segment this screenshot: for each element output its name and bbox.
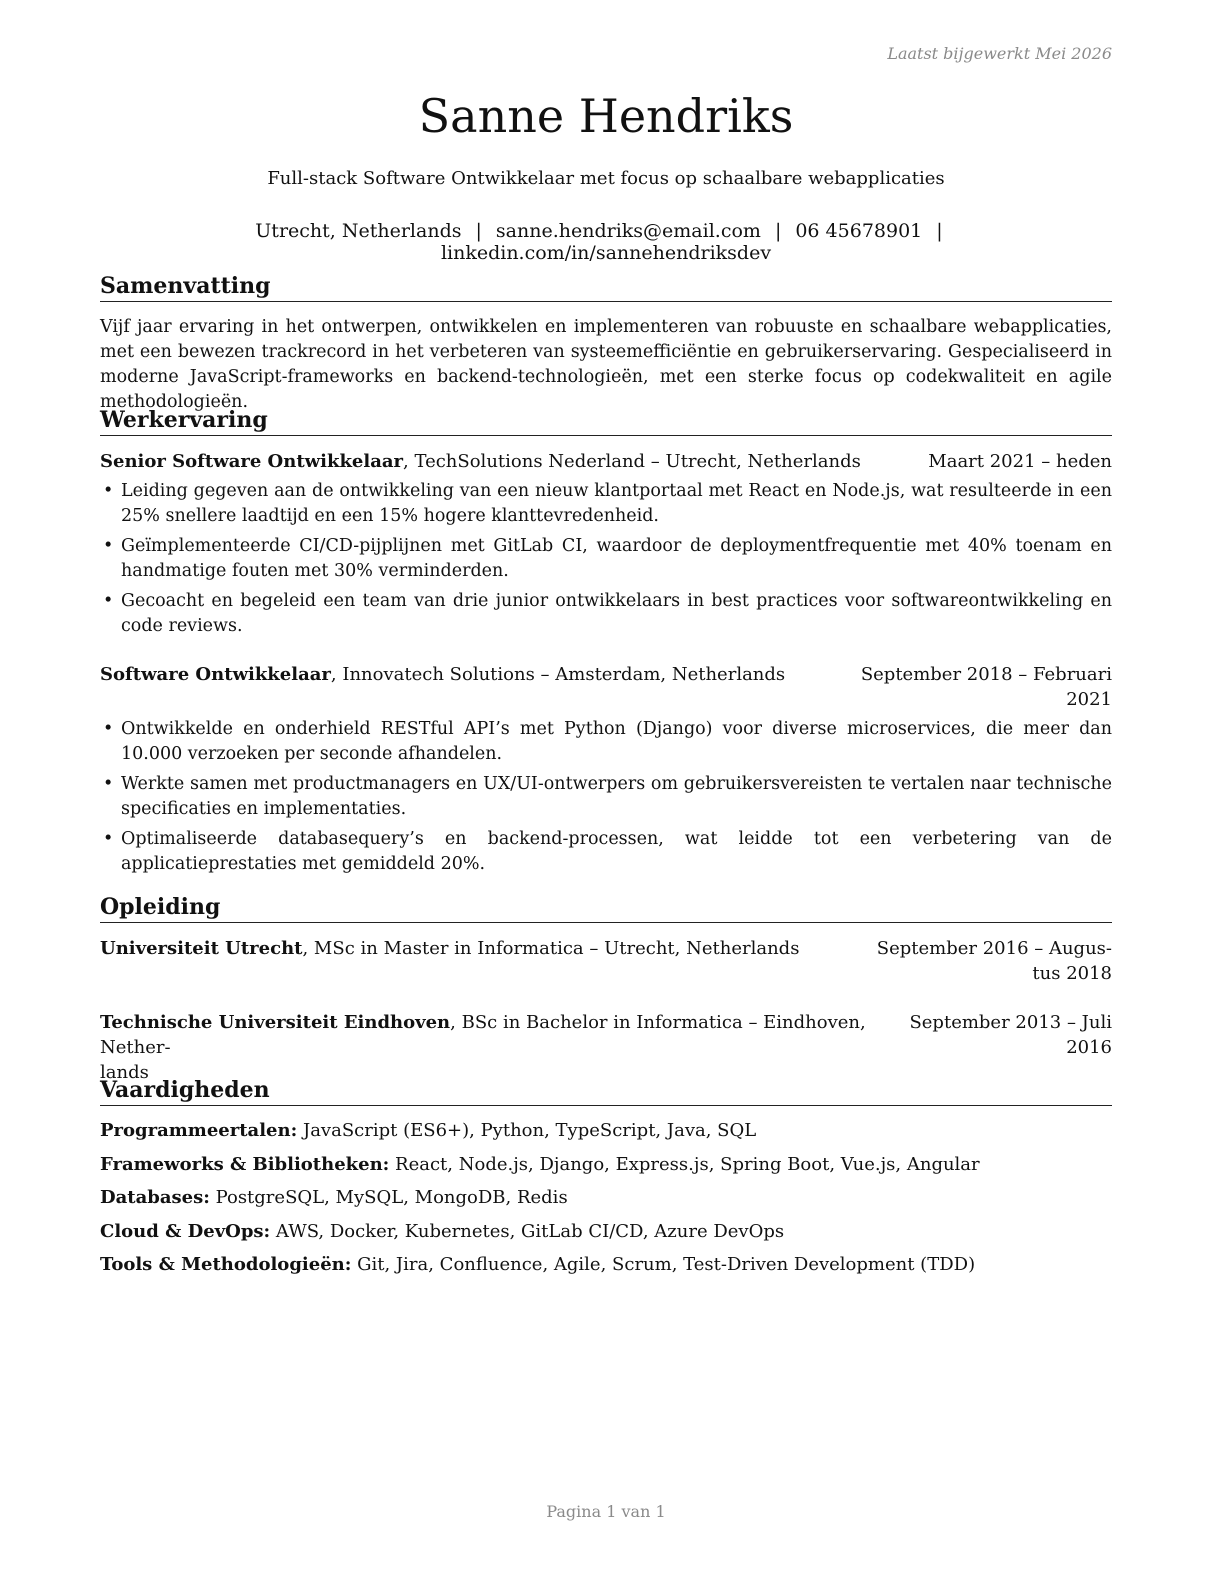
school-name: Universiteit Utrecht (100, 938, 303, 959)
section-title-experience: Werkervaring (100, 406, 1112, 436)
contact-phone: 06 45678901 (795, 220, 923, 242)
degree-detail: , BSc in Bachelor in Informatica – Eindhoven, Nether- (100, 1012, 866, 1058)
job-bullets (100, 479, 1112, 644)
skill-row (100, 1253, 1112, 1277)
skill-value: AWS, Docker, Kubernetes, GitLab CI/CD, Azure DevOps (270, 1221, 785, 1242)
job-dates: Maart 2021 – heden (928, 451, 1112, 472)
section-title-education: Opleiding (100, 893, 1112, 923)
job-bullets (100, 717, 1112, 882)
skill-value: PostgreSQL, MySQL, MongoDB, Redis (209, 1187, 568, 1208)
degree-detail: , MSc in Master in Informatica – Utrecht, Netherlands (302, 938, 800, 959)
contact-separator: | (774, 220, 782, 242)
job-role: Software Ontwikkelaar (100, 664, 331, 685)
contact-separator: | (936, 220, 943, 242)
education-entry (100, 936, 1112, 986)
contact-linkedin[interactable]: linkedin.com/in/sannehendriksdev (440, 242, 772, 264)
job-company: , TechSolutions Nederland – Utrecht, Netherlands (403, 451, 861, 472)
skill-value: JavaScript (ES6+), Python, TypeScript, Java, SQL (297, 1120, 757, 1141)
candidate-name: Sanne Hendriks (418, 89, 794, 143)
contact-email[interactable]: sanne.hendriks@email.com (495, 220, 761, 242)
page-number: Pagina 1 van 1 (546, 1502, 666, 1521)
list-item: • Ontwikkelde en onderhield RESTful API’s met Python (Django) voor diverse microservices, die meer dan 10.000 verzoeken per seconde afhandelen. (103, 719, 1112, 764)
last-updated: Laatst bijgewerkt Mei 2026 (887, 44, 1112, 63)
section-title-skills: Vaardigheden (100, 1076, 1112, 1106)
skill-row (100, 1186, 1112, 1210)
list-item: • Gecoacht en begeleid een team van drie junior ontwikkelaars in best practices voor softwareontwikkeling en code reviews. (103, 591, 1112, 636)
skill-row (100, 1220, 1112, 1244)
degree-detail-cont: lands (100, 1062, 149, 1083)
job-header (100, 662, 1112, 712)
list-item: • Leiding gegeven aan de ontwikkeling van een nieuw klantportaal met React en Node.js, wat resulteerde in een 25% snellere laadtijd en een 15% hogere klanttevredenheid. (103, 481, 1112, 526)
contact-location: Utrecht, Netherlands (255, 220, 462, 242)
skill-label: Tools & Methodologieën: (100, 1254, 352, 1275)
list-item: • Optimaliseerde databasequery’s en backend-processen, wat leidde tot een verbetering van de applicatieprestaties met gemiddeld 20%. (103, 829, 1112, 874)
skill-label: Cloud & DevOps: (100, 1221, 271, 1242)
skill-value: React, Node.js, Django, Express.js, Spring Boot, Vue.js, Angular (389, 1154, 980, 1175)
skill-row (100, 1119, 1112, 1143)
job-company: , Innovatech Solutions – Amsterdam, Netherlands (330, 664, 786, 685)
education-dates: September 2016 – Augus- tus 2018 (876, 938, 1112, 984)
skill-label: Frameworks & Bibliotheken: (100, 1154, 390, 1175)
job-dates: September 2018 – Februari 2021 (860, 664, 1112, 710)
contact-separator: | (475, 220, 482, 242)
summary-text: Vijf jaar ervaring in het ontwerpen, ontwikkelen en implementeren van robuuste en schaalbare webapplicaties, met een bewezen trackrecord in het verbeteren van systeemefficiëntie en gebruikerservaring. Gespecialiseerd in moderne JavaScript-frameworks en backend-technologieën, met een sterke focus op codekwaliteit en agile methodologieën. (100, 317, 1112, 412)
resume-page (100, 0, 1112, 1584)
skill-label: Programmeertalen: (100, 1120, 298, 1141)
contact-line (100, 220, 1112, 264)
list-item: • Werkte samen met productmanagers en UX/UI-ontwerpers om gebruikersvereisten te vertalen naar technische specificaties en implementaties. (103, 774, 1112, 819)
tagline: Full-stack Software Ontwikkelaar met focus op schaalbare webapplicaties (267, 168, 945, 189)
education-entry (100, 1010, 1112, 1083)
skill-row (100, 1153, 1112, 1177)
skill-label: Databases: (100, 1187, 210, 1208)
skill-value: Git, Jira, Confluence, Agile, Scrum, Test-Driven Development (TDD) (351, 1254, 976, 1275)
job-role: Senior Software Ontwikkelaar (100, 451, 404, 472)
education-dates: September 2013 – Juli 2016 (909, 1012, 1112, 1058)
list-item: • Geïmplementeerde CI/CD-pijplijnen met GitLab CI, waardoor de deploymentfrequentie met 40% toenam en handmatige fouten met 30% verminderden. (103, 536, 1112, 581)
school-name: Technische Universiteit Eindhoven (100, 1012, 451, 1033)
section-title-summary: Samenvatting (100, 272, 1112, 302)
